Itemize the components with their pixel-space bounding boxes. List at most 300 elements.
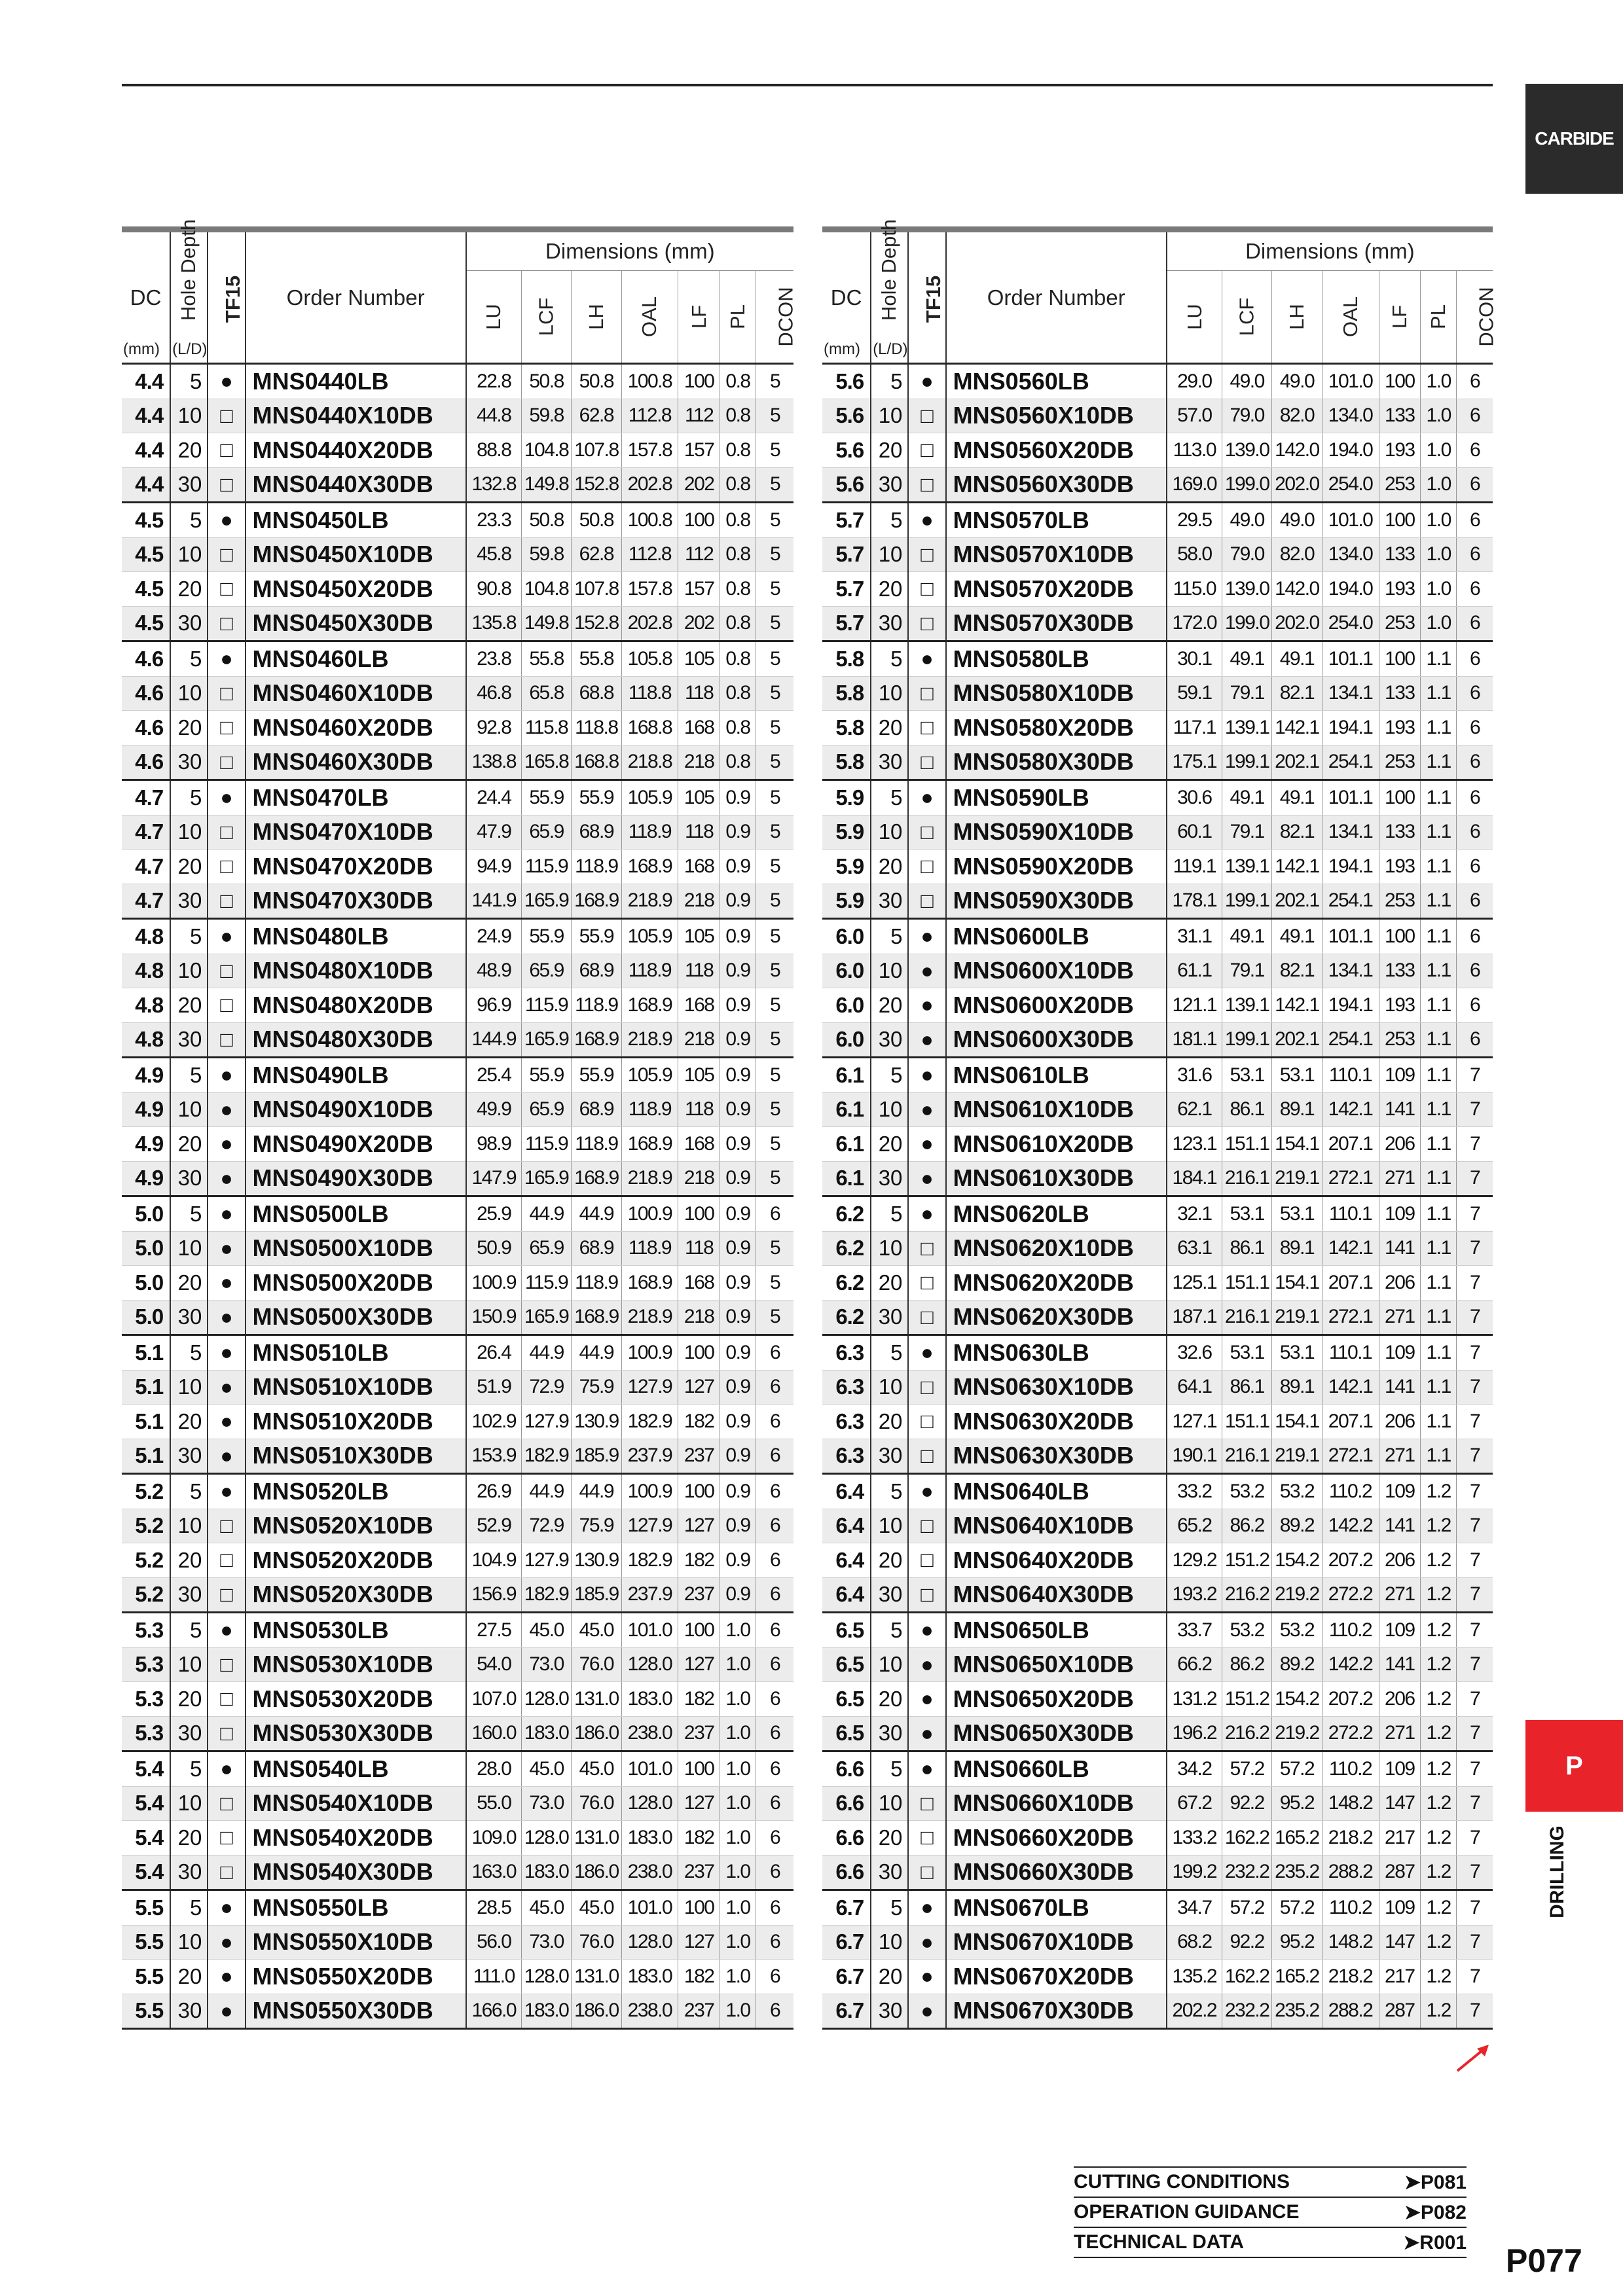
lh-cell: 142.1: [1272, 988, 1322, 1023]
lu-cell: 175.1: [1167, 745, 1222, 780]
lh-cell: 202.1: [1272, 884, 1322, 919]
dc-cell: 5.2: [122, 1543, 170, 1578]
lcf-cell: 73.0: [521, 1647, 571, 1682]
dcon-cell: 5: [756, 919, 793, 954]
order-number-cell: MNS0580X30DB: [946, 745, 1167, 780]
dcon-cell: 6: [756, 1821, 793, 1856]
tf15-cell: □: [208, 1543, 245, 1578]
lh-cell: 186.0: [572, 1994, 621, 2029]
tf15-cell: ●: [908, 1751, 945, 1787]
lcf-cell: 127.9: [521, 1405, 571, 1439]
hole-depth-cell: 5: [170, 1335, 208, 1371]
lf-cell: 206: [1379, 1682, 1421, 1717]
order-number-cell: MNS0590X30DB: [946, 884, 1167, 919]
order-number-cell: MNS0510X30DB: [246, 1439, 466, 1474]
order-number-cell: MNS0590LB: [946, 780, 1167, 816]
dc-cell: 5.2: [122, 1509, 170, 1543]
lcf-cell: 216.1: [1222, 1161, 1271, 1196]
dcon-cell: 7: [1457, 1405, 1493, 1439]
oal-cell: 194.1: [1322, 711, 1379, 745]
lu-cell: 125.1: [1167, 1266, 1222, 1300]
lu-cell: 68.2: [1167, 1925, 1222, 1960]
table-row: [822, 1786, 1493, 1821]
hole-depth-cell: 5: [871, 1613, 908, 1648]
table-row: [822, 1092, 1493, 1127]
oal-cell: 148.2: [1322, 1925, 1379, 1960]
order-number-cell: MNS0660X10DB: [946, 1786, 1167, 1821]
tf15-cell: ●: [908, 641, 945, 677]
pl-cell: 1.1: [1421, 919, 1457, 954]
lf-cell: 193: [1379, 433, 1421, 468]
lcf-cell: 151.1: [1222, 1266, 1271, 1300]
oal-cell: 207.1: [1322, 1405, 1379, 1439]
lh-cell: 168.9: [572, 1300, 621, 1335]
dcon-header: DCON: [756, 271, 793, 364]
lcf-cell: 79.0: [1222, 537, 1271, 572]
oal-cell: 110.1: [1322, 1196, 1379, 1232]
oal-cell: 168.9: [621, 988, 678, 1023]
lcf-cell: 92.2: [1222, 1925, 1271, 1960]
lf-cell: 109: [1379, 1058, 1421, 1093]
table-row: [122, 1925, 793, 1960]
order-number-cell: MNS0440X10DB: [246, 399, 466, 433]
lcf-cell: 104.8: [521, 433, 571, 468]
dc-cell: 4.6: [122, 711, 170, 745]
dc-cell: 5.6: [822, 467, 871, 503]
lcf-cell: 151.1: [1222, 1127, 1271, 1162]
lh-cell: 76.0: [572, 1647, 621, 1682]
lh-cell: 53.1: [1272, 1058, 1322, 1093]
dc-cell: 5.5: [122, 1925, 170, 1960]
hole-depth-cell: 5: [170, 780, 208, 816]
hole-depth-cell: 20: [871, 850, 908, 884]
order-number-cell: MNS0450X30DB: [246, 606, 466, 641]
lu-cell: 135.2: [1167, 1960, 1222, 1994]
lu-cell: 54.0: [466, 1647, 522, 1682]
tf15-cell: □: [908, 1266, 945, 1300]
oal-cell: 157.8: [621, 572, 678, 607]
lf-cell: 193: [1379, 572, 1421, 607]
lcf-cell: 53.2: [1222, 1474, 1271, 1509]
pl-cell: 1.0: [720, 1647, 756, 1682]
order-number-cell: MNS0630X30DB: [946, 1439, 1167, 1474]
lu-cell: 94.9: [466, 850, 522, 884]
oal-cell: 118.9: [621, 815, 678, 850]
dc-cell: 5.0: [122, 1300, 170, 1335]
lh-cell: 154.1: [1272, 1405, 1322, 1439]
hole-depth-cell: 20: [871, 988, 908, 1023]
lu-cell: 129.2: [1167, 1543, 1222, 1578]
hole-depth-cell: 5: [871, 1751, 908, 1787]
dc-cell: 5.6: [822, 399, 871, 433]
lf-cell: 118: [678, 1231, 720, 1266]
hole-depth-cell: 20: [170, 433, 208, 468]
lh-cell: 57.2: [1272, 1751, 1322, 1787]
dcon-cell: 7: [1457, 1994, 1493, 2029]
order-number-cell: MNS0490X10DB: [246, 1092, 466, 1127]
dc-cell: 4.9: [122, 1127, 170, 1162]
drilling-label: [1532, 1820, 1583, 1924]
table-row: [822, 745, 1493, 780]
tf15-cell: □: [208, 399, 245, 433]
dc-cell: 5.6: [822, 433, 871, 468]
footer-link-cutting-conditions[interactable]: [1074, 2166, 1467, 2198]
table-row: [822, 1022, 1493, 1058]
tf15-cell: ●: [208, 1127, 245, 1162]
lh-cell: 49.0: [1272, 364, 1322, 399]
oal-cell: 100.9: [621, 1335, 678, 1371]
lu-cell: 24.4: [466, 780, 522, 816]
lh-cell: 82.0: [1272, 537, 1322, 572]
lu-cell: 150.9: [466, 1300, 522, 1335]
dc-cell: 6.7: [822, 1994, 871, 2029]
hole-depth-cell: 5: [871, 641, 908, 677]
oal-cell: 101.1: [1322, 780, 1379, 816]
lu-cell: 144.9: [466, 1022, 522, 1058]
dc-cell: 4.5: [122, 606, 170, 641]
lu-cell: 27.5: [466, 1613, 522, 1648]
footer-link-operation-guidance[interactable]: [1074, 2198, 1467, 2228]
lu-cell: 59.1: [1167, 676, 1222, 711]
pl-cell: 0.8: [720, 711, 756, 745]
lh-cell: 68.9: [572, 1231, 621, 1266]
pl-cell: 0.9: [720, 780, 756, 816]
tf15-cell: □: [208, 1786, 245, 1821]
lu-cell: 184.1: [1167, 1161, 1222, 1196]
tf15-cell: ●: [908, 919, 945, 954]
hole-depth-label: Hole Depth: [177, 219, 200, 321]
pl-cell: 1.2: [1421, 1821, 1457, 1856]
dcon-cell: 7: [1457, 1716, 1493, 1751]
dcon-cell: 6: [756, 1647, 793, 1682]
order-number-cell: MNS0560X30DB: [946, 467, 1167, 503]
tf15-cell: ●: [208, 919, 245, 954]
tf15-cell: □: [208, 954, 245, 988]
dc-cell: 6.6: [822, 1786, 871, 1821]
oal-cell: 127.9: [621, 1370, 678, 1405]
footer-link-ref: ➤R001: [1403, 2231, 1467, 2253]
hole-depth-cell: 10: [170, 676, 208, 711]
oal-cell: 207.1: [1322, 1266, 1379, 1300]
hole-depth-cell: 10: [871, 1092, 908, 1127]
dcon-cell: 6: [1457, 745, 1493, 780]
lu-cell: 88.8: [466, 433, 522, 468]
table-row: [122, 1543, 793, 1578]
oal-cell: 142.2: [1322, 1647, 1379, 1682]
lcf-cell: 165.9: [521, 1161, 571, 1196]
lcf-cell: 53.1: [1222, 1196, 1271, 1232]
dc-cell: 6.1: [822, 1127, 871, 1162]
table-row: [122, 1300, 793, 1335]
dcon-cell: 6: [1457, 711, 1493, 745]
right-table-body: [822, 364, 1493, 2029]
pl-cell: 1.0: [720, 1925, 756, 1960]
lf-cell: 182: [678, 1405, 720, 1439]
oal-cell: 101.0: [1322, 503, 1379, 538]
lu-cell: 26.4: [466, 1335, 522, 1371]
lf-cell: 182: [678, 1960, 720, 1994]
dc-cell: 6.7: [822, 1890, 871, 1926]
dcon-cell: 5: [756, 433, 793, 468]
order-number-cell: MNS0590X20DB: [946, 850, 1167, 884]
dcon-cell: 5: [756, 1300, 793, 1335]
oal-cell: 218.9: [621, 1161, 678, 1196]
pl-cell: 0.8: [720, 399, 756, 433]
lh-cell: 118.8: [572, 711, 621, 745]
dc-cell: 4.6: [122, 641, 170, 677]
lf-cell: 100: [1379, 364, 1421, 399]
hole-depth-cell: 5: [871, 364, 908, 399]
pl-cell: 0.8: [720, 745, 756, 780]
dc-cell: 5.5: [122, 1994, 170, 2029]
dcon-cell: 7: [1457, 1682, 1493, 1717]
tf15-cell: □: [208, 433, 245, 468]
lu-cell: 50.9: [466, 1231, 522, 1266]
table-row: [822, 676, 1493, 711]
hole-depth-unit: (L/D): [172, 340, 208, 358]
lf-cell: 141: [1379, 1231, 1421, 1266]
oal-cell: 110.2: [1322, 1613, 1379, 1648]
lf-cell: 253: [1379, 467, 1421, 503]
pl-cell: 0.8: [720, 641, 756, 677]
footer-link-ref: ➤P082: [1404, 2201, 1467, 2223]
footer-link-label: TECHNICAL DATA: [1074, 2231, 1244, 2253]
lf-cell: 133: [1379, 954, 1421, 988]
order-number-cell: MNS0500X20DB: [246, 1266, 466, 1300]
hole-depth-cell: 5: [170, 919, 208, 954]
order-number-cell: MNS0550X30DB: [246, 1994, 466, 2029]
lf-cell: 133: [1379, 399, 1421, 433]
order-number-cell: MNS0650X20DB: [946, 1682, 1167, 1717]
lcf-cell: 73.0: [521, 1925, 571, 1960]
dc-cell: 6.6: [822, 1821, 871, 1856]
oal-cell: 110.1: [1322, 1335, 1379, 1371]
tf15-cell: □: [208, 606, 245, 641]
dc-cell: 4.4: [122, 364, 170, 399]
table-row: [122, 1370, 793, 1405]
oal-cell: 142.1: [1322, 1231, 1379, 1266]
lu-cell: 187.1: [1167, 1300, 1222, 1335]
lu-cell: 133.2: [1167, 1821, 1222, 1856]
lu-cell: 121.1: [1167, 988, 1222, 1023]
dc-cell: 6.2: [822, 1266, 871, 1300]
dcon-cell: 5: [756, 467, 793, 503]
lh-cell: 130.9: [572, 1405, 621, 1439]
lf-cell: 202: [678, 467, 720, 503]
lcf-cell: 44.9: [521, 1474, 571, 1509]
lcf-cell: 50.8: [521, 503, 571, 538]
tf15-cell: □: [908, 1855, 945, 1890]
dc-cell: 4.4: [122, 467, 170, 503]
dc-cell: 6.1: [822, 1092, 871, 1127]
oal-cell: 182.9: [621, 1543, 678, 1578]
dcon-cell: 7: [1457, 1786, 1493, 1821]
oal-cell: 183.0: [621, 1821, 678, 1856]
lh-cell: 118.9: [572, 1127, 621, 1162]
lf-cell: 193: [1379, 850, 1421, 884]
dc-cell: 5.4: [122, 1821, 170, 1856]
lf-cell: 100: [678, 503, 720, 538]
table-row: [122, 1092, 793, 1127]
dcon-cell: 7: [1457, 1890, 1493, 1926]
oal-cell: 254.0: [1322, 606, 1379, 641]
order-number-cell: MNS0540X10DB: [246, 1786, 466, 1821]
dcon-cell: 6: [756, 1751, 793, 1787]
dc-cell: 6.0: [822, 954, 871, 988]
oal-cell: 157.8: [621, 433, 678, 468]
lcf-cell: 86.2: [1222, 1509, 1271, 1543]
oal-cell: 218.2: [1322, 1960, 1379, 1994]
pl-cell: 1.0: [720, 1613, 756, 1648]
pl-cell: 1.1: [1421, 815, 1457, 850]
lu-cell: 98.9: [466, 1127, 522, 1162]
hole-depth-cell: 10: [170, 954, 208, 988]
oal-cell: 128.0: [621, 1925, 678, 1960]
dcon-cell: 5: [756, 1022, 793, 1058]
pl-cell: 0.9: [720, 1577, 756, 1613]
left-table-header: [122, 219, 797, 364]
lh-cell: 53.1: [1272, 1335, 1322, 1371]
lf-cell: 218: [678, 1161, 720, 1196]
lf-header: LF: [1379, 271, 1421, 364]
tf15-cell: ●: [908, 1196, 945, 1232]
oal-cell: 202.8: [621, 467, 678, 503]
dcon-cell: 7: [1457, 1960, 1493, 1994]
pl-cell: 1.0: [1421, 467, 1457, 503]
lh-cell: 202.0: [1272, 467, 1322, 503]
dc-cell: 5.9: [822, 884, 871, 919]
lcf-cell: 183.0: [521, 1716, 571, 1751]
dcon-cell: 6: [1457, 1022, 1493, 1058]
tf15-cell: □: [908, 572, 945, 607]
hole-depth-cell: 30: [170, 1716, 208, 1751]
lcf-cell: 55.9: [521, 1058, 571, 1093]
dcon-cell: 5: [756, 884, 793, 919]
pl-cell: 0.8: [720, 503, 756, 538]
hole-depth-cell: 10: [871, 954, 908, 988]
lcf-cell: 49.1: [1222, 641, 1271, 677]
lh-cell: 219.1: [1272, 1161, 1322, 1196]
dc-cell: 5.9: [822, 850, 871, 884]
tf15-cell: ●: [208, 1161, 245, 1196]
footer-link-technical-data[interactable]: [1074, 2228, 1467, 2258]
pl-cell: 1.2: [1421, 1509, 1457, 1543]
oal-cell: 218.9: [621, 1300, 678, 1335]
lh-cell: 235.2: [1272, 1855, 1322, 1890]
order-number-cell: MNS0560X10DB: [946, 399, 1167, 433]
table-row: [822, 364, 1493, 399]
tf15-cell: □: [908, 606, 945, 641]
hole-depth-header: [871, 219, 908, 364]
lu-cell: 111.0: [466, 1960, 522, 1994]
lu-cell: 34.7: [1167, 1890, 1222, 1926]
lcf-cell: 216.1: [1222, 1300, 1271, 1335]
lcf-cell: 86.2: [1222, 1647, 1271, 1682]
order-number-cell: MNS0620LB: [946, 1196, 1167, 1232]
order-number-cell: MNS0610X30DB: [946, 1161, 1167, 1196]
lcf-cell: 49.1: [1222, 780, 1271, 816]
hole-depth-cell: 10: [170, 537, 208, 572]
table-row: [122, 1439, 793, 1474]
top-rule: [122, 84, 1493, 86]
dc-cell: 4.5: [122, 503, 170, 538]
order-number-cell: MNS0520LB: [246, 1474, 466, 1509]
dcon-cell: 6: [1457, 850, 1493, 884]
pl-cell: 1.1: [1421, 988, 1457, 1023]
lcf-cell: 165.8: [521, 745, 571, 780]
dc-cell: 4.7: [122, 884, 170, 919]
table-row: [122, 1405, 793, 1439]
order-number-cell: MNS0610X10DB: [946, 1092, 1167, 1127]
lcf-cell: 115.9: [521, 988, 571, 1023]
oal-cell: 254.1: [1322, 884, 1379, 919]
lcf-cell: 216.2: [1222, 1577, 1271, 1613]
order-number-cell: MNS0640X10DB: [946, 1509, 1167, 1543]
table-row: [122, 1647, 793, 1682]
table-row: [822, 1960, 1493, 1994]
order-number-cell: MNS0480X20DB: [246, 988, 466, 1023]
dcon-cell: 6: [1457, 988, 1493, 1023]
tf15-cell: ●: [908, 1335, 945, 1371]
lu-cell: 119.1: [1167, 850, 1222, 884]
hole-depth-cell: 5: [170, 1474, 208, 1509]
pl-cell: 1.1: [1421, 780, 1457, 816]
lcf-cell: 199.1: [1222, 884, 1271, 919]
lh-cell: 185.9: [572, 1577, 621, 1613]
oal-cell: 142.1: [1322, 1370, 1379, 1405]
tf15-cell: ●: [208, 1613, 245, 1648]
tf15-cell: ●: [908, 1022, 945, 1058]
dcon-cell: 7: [1457, 1127, 1493, 1162]
lh-cell: 55.9: [572, 780, 621, 816]
lf-cell: 112: [678, 399, 720, 433]
dc-cell: 5.7: [822, 503, 871, 538]
lu-cell: 23.8: [466, 641, 522, 677]
oal-cell: 168.8: [621, 711, 678, 745]
order-number-cell: MNS0570LB: [946, 503, 1167, 538]
lh-cell: 68.8: [572, 676, 621, 711]
dcon-cell: 6: [1457, 780, 1493, 816]
oal-cell: 207.1: [1322, 1127, 1379, 1162]
tf15-cell: ●: [208, 1751, 245, 1787]
right-table-header: [822, 219, 1498, 364]
carbide-side-tab[interactable]: [1525, 84, 1623, 194]
oal-cell: 238.0: [621, 1716, 678, 1751]
category-tab-p[interactable]: [1525, 1720, 1623, 1812]
lcf-cell: 72.9: [521, 1509, 571, 1543]
order-number-cell: MNS0540LB: [246, 1751, 466, 1787]
table-row: [122, 503, 793, 538]
pl-cell: 1.1: [1421, 1439, 1457, 1474]
lh-cell: 89.2: [1272, 1509, 1322, 1543]
lu-cell: 30.1: [1167, 641, 1222, 677]
pl-cell: 0.9: [720, 1022, 756, 1058]
pl-cell: 1.1: [1421, 1092, 1457, 1127]
lu-cell: 181.1: [1167, 1022, 1222, 1058]
lh-cell: 45.0: [572, 1890, 621, 1926]
lcf-cell: 232.2: [1222, 1994, 1271, 2029]
oal-cell: 101.0: [621, 1751, 678, 1787]
hole-depth-cell: 30: [170, 745, 208, 780]
hole-depth-cell: 5: [871, 503, 908, 538]
pl-cell: 1.2: [1421, 1543, 1457, 1578]
dc-cell: 4.8: [122, 988, 170, 1023]
dcon-cell: 7: [1457, 1855, 1493, 1890]
lu-cell: 57.0: [1167, 399, 1222, 433]
lf-cell: 105: [678, 641, 720, 677]
order-number-cell: MNS0480LB: [246, 919, 466, 954]
table-row: [122, 1855, 793, 1890]
